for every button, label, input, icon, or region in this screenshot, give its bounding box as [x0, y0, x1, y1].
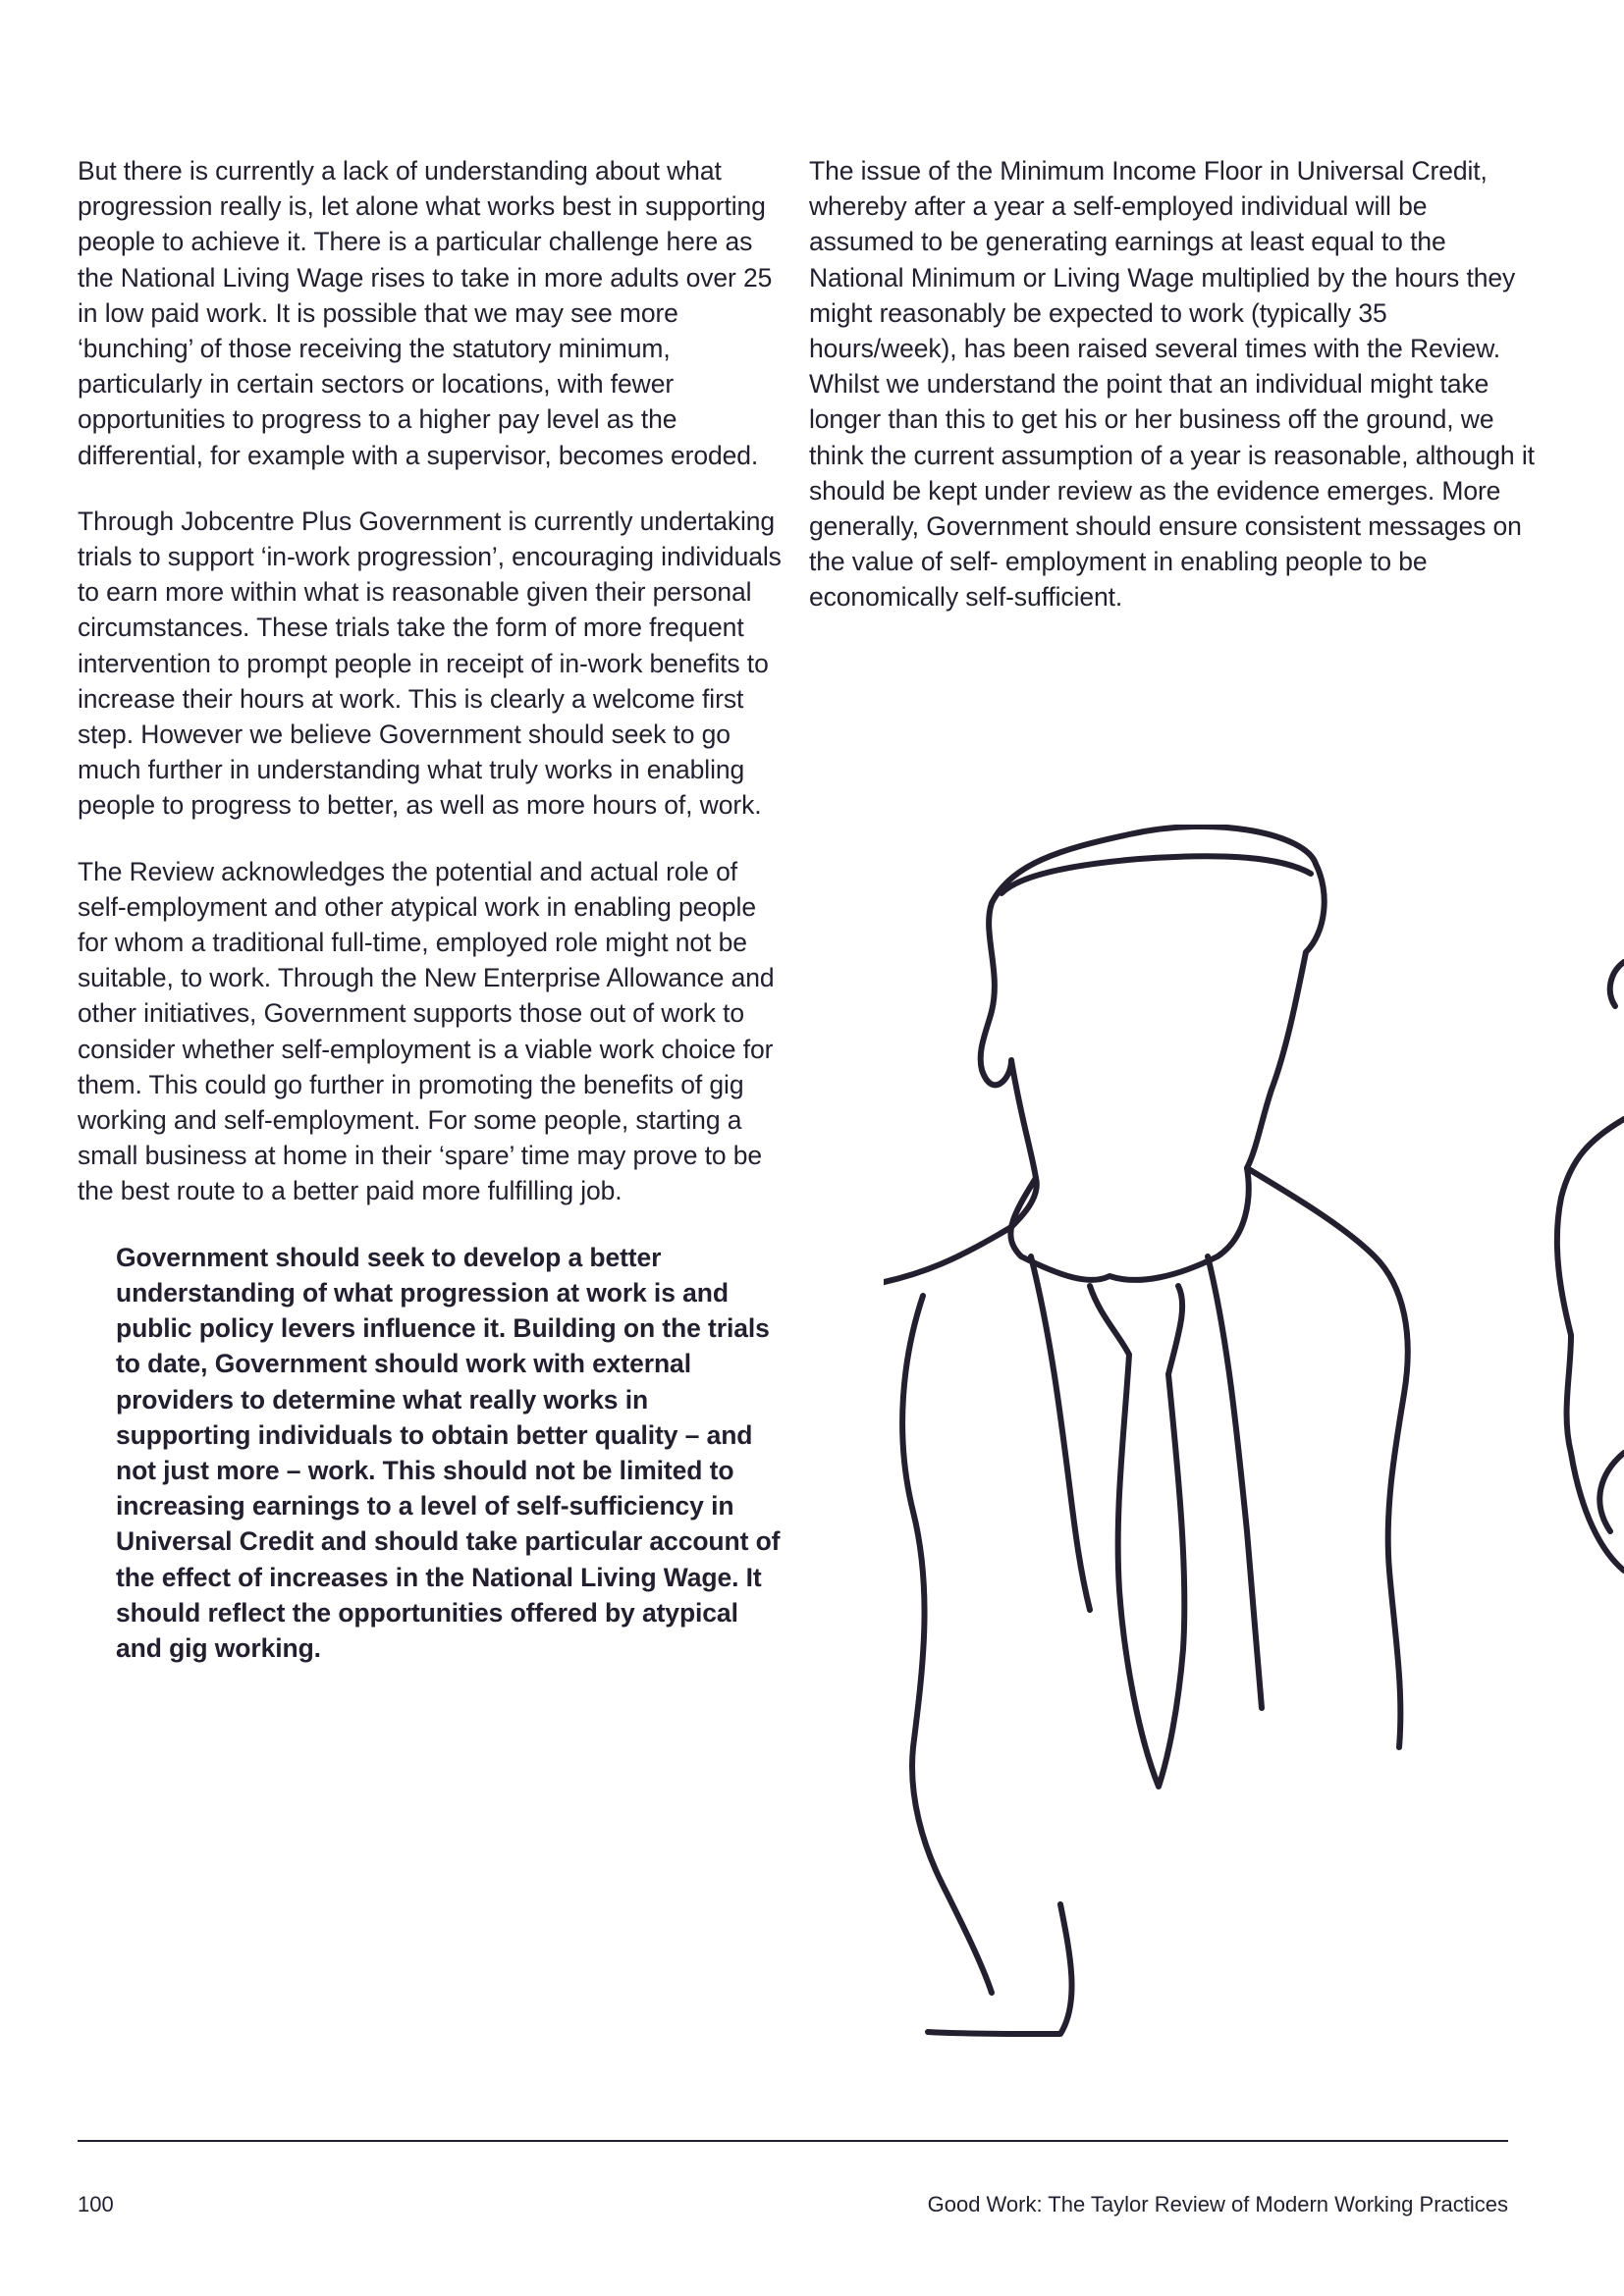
figure-hair-strand — [1001, 856, 1311, 893]
figure-hair-outline — [1247, 864, 1325, 1168]
figure-jacket-inner — [902, 1296, 992, 1993]
footer-document-title: Good Work: The Taylor Review of Modern Working Practices — [927, 2192, 1508, 2216]
figure-jacket-right — [1247, 1168, 1408, 1747]
paragraph-self-employment: The Review acknowledges the potential and actual role of self-employment and other atypical work in enabling people for whom a traditional full-time, employed role might not be suitable, to work. Through the New Enterprise Allowance and other initiatives, Government supports those out of work to consider whether self-employment is a viable work choice for them. This could go further in promoting the benefits of gig working and self-employment. For some people, starting a small business at home in their ‘spare’ time may prove to be the best route to a better paid more fulfilling job. — [78, 856, 775, 1206]
figure-right-hand — [1610, 962, 1624, 1006]
paragraph-minimum-income-floor: The issue of the Minimum Income Floor in Universal Credit, whereby after a year a self-employed individual will be assumed to be generating earnings at least equal to the National Minimum or Living Wage multiplied by the hours they might reasonably be expected to work (typically 35 hours/week), has been raised several times with the Review. Whilst we understand the point that an individual might take longer than this to get his or her business off the ground, we think the current assumption of a year is reasonable, although it should be kept under review as the evidence emerges. More generally, Government should ensure consistent messages on the value of self- employment in enabling people to be economically self-sufficient. — [809, 156, 1535, 613]
paragraph-progression: But there is currently a lack of understanding about what progression really is, let alone what works best in supporting people to achieve it. There is a particular challenge here as the National Living Wage rises to take in more adults over 25 in low paid work. It is possible that we may see more ‘bunching’ of those receiving the statutory minimum, particularly in certain sectors or locations, with fewer opportunities to progress to a higher pay level as the differential, for example with a supervisor, becomes eroded. — [78, 156, 773, 470]
ground-line — [928, 1904, 1072, 2034]
page-number: 100 — [78, 2192, 114, 2216]
figure-right-arm — [1599, 1453, 1624, 1531]
figure-lapel-left — [1031, 1256, 1090, 1610]
line-drawing-illustration — [884, 825, 1624, 2042]
figure-lapel-right — [1208, 1256, 1262, 1708]
figure-collar — [1010, 1168, 1248, 1280]
paragraph-jobcentre-trials: Through Jobcentre Plus Government is currently undertaking trials to support ‘in-work progression’, encouraging individuals to earn more within what is reasonable given their personal circumstances. These trials take the form of more frequent intervention to prompt people in receipt of in-work benefits to increase their hours at work. This is clearly a welcome first step. However we believe Government should seek to go much further in understanding what truly works in enabling people to progress to better, as well as more hours of, work. — [78, 506, 782, 821]
figure-right-partial — [1557, 1119, 1624, 1571]
recommendation-box: Government should seek to develop a better understanding of what progression at work is and public policy levers influence it. Building on the trials to date, Government should work with external providers to determine what really works in supporting individuals to obtain better quality – and not just more – work. This should not be limited to increasing earnings to a level of self-sufficiency in Universal Credit and should take particular account of the effect of increases in the National Living Wage. It should reflect the opportunities offered by atypical and gig working. — [116, 1242, 781, 1663]
figure-left-shoulder — [884, 1227, 1011, 1286]
footer-divider — [78, 2140, 1508, 2142]
figure-head — [981, 827, 1316, 1227]
left-column — [78, 153, 785, 1666]
figure-tie — [1090, 1286, 1184, 1787]
right-column — [809, 153, 1536, 646]
